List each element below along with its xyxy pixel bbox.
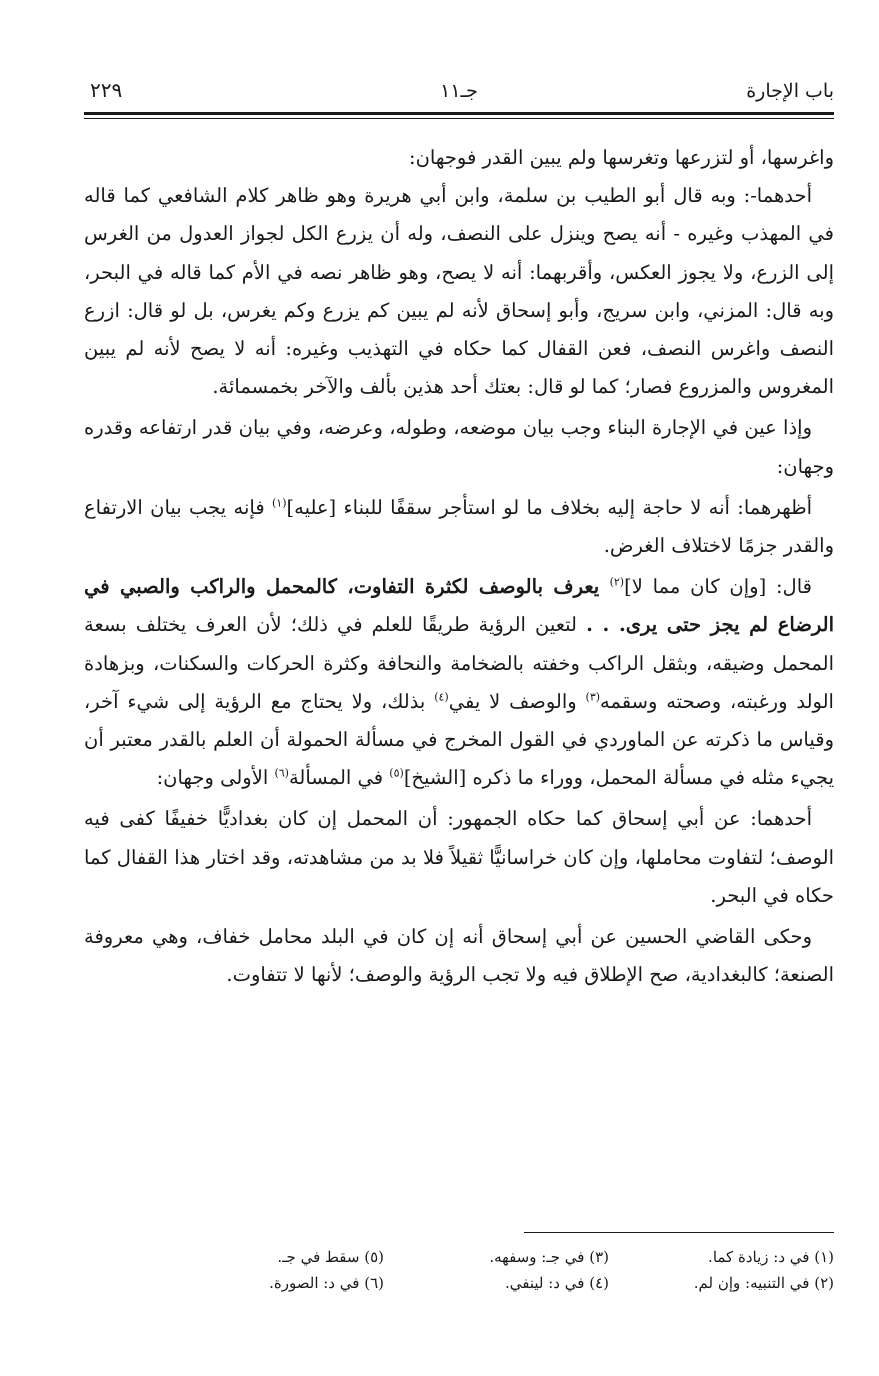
footnote-number: (١) bbox=[814, 1248, 834, 1266]
paragraph-4-text-a: أظهرهما: أنه لا حاجة إليه بخلاف ما لو استأجر سقفًا للبناء [عليه] bbox=[286, 495, 813, 519]
footnote-text: في التنبيه: وإن لم. bbox=[693, 1274, 810, 1292]
footnote-6 bbox=[159, 1270, 384, 1296]
header-rule-thin bbox=[84, 118, 834, 119]
paragraph-5 bbox=[84, 568, 834, 797]
footnote-ref-6: (٦) bbox=[274, 766, 289, 780]
book-page bbox=[84, 70, 834, 1340]
footnote-number: (٤) bbox=[589, 1274, 609, 1292]
footnote-ref-5: (٥) bbox=[389, 766, 404, 780]
paragraph-4 bbox=[84, 489, 834, 565]
footnote-row-2 bbox=[144, 1270, 834, 1296]
matn-quote: يعرف بالوصف لكثرة التفاوت، كالمحمل والراكب والصبي في الرضاع لم يجز حتى يرى. . . bbox=[84, 575, 834, 637]
paragraph-2: أحدهما-: وبه قال أبو الطيب بن سلمة، وابن أبي هريرة وهو ظاهر كلام الشافعي كما قاله في المهذب وغيره - أنه يصح وينزل على النصف، وله أن يزرع الكل لجواز العدول من الغرس إلى الزرع، ولا يجوز العكس، وأقربهما: أنه لا يصح، وهو ظاهر نصه في الأم كما قاله في البحر، وبه قال: المزني، وابن سريج، وأبو إسحاق لأنه لم يبين كم يزرع وكم يغرس، بل لو قال: ازرع النصف واغرس النصف، فعن القفال كما حكاه في التهذيب وغيره: أنه لا يصح لأنه لم يبين المغروس والمزروع فصار؛ كما لو قال: بعتك أحد هذين بألف والآخر بخمسمائة. bbox=[84, 184, 834, 399]
footnote-ref-2: (٢) bbox=[609, 575, 625, 589]
paragraph-1: واغرسها، أو لتزرعها وتغرسها ولم يبين القدر فوجهان: bbox=[409, 146, 834, 169]
header-rule-thick bbox=[84, 112, 834, 115]
volume-label: جـ١١ bbox=[440, 80, 478, 102]
footnote-text: في د: لينفي. bbox=[505, 1274, 585, 1292]
chapter-title: باب الإجارة bbox=[746, 80, 834, 102]
footnote-1 bbox=[609, 1244, 834, 1270]
footnote-text: في د: الصورة. bbox=[269, 1274, 360, 1292]
paragraph-5-text-c: والوصف لا يفي bbox=[448, 689, 586, 713]
footnote-ref-4: (٤) bbox=[434, 690, 449, 704]
footnote-3 bbox=[384, 1244, 609, 1270]
paragraph-5-text-b: لتعين الرؤية طريقًا للعلم في ذلك؛ لأن العرف يختلف بسعة المحمل وضيقه، وبثقل الراكب وخفته بالضخامة والنحافة وكثرة الحركات والسكنات، وبزهادة الولد ورغبته، وصحته وسقمه bbox=[84, 613, 834, 713]
footnotes bbox=[144, 1244, 834, 1296]
footnote-number: (٣) bbox=[589, 1248, 609, 1266]
page-number: ٢٢٩ bbox=[90, 78, 123, 102]
footnote-number: (٦) bbox=[364, 1274, 384, 1292]
footnote-number: (٢) bbox=[814, 1274, 834, 1292]
paragraph-7: وحكى القاضي الحسين عن أبي إسحاق أنه إن كان في البلد محامل خفاف، وهي معروفة الصنعة؛ كالبغدادية، صح الإطلاق فيه ولا تجب الرؤية والوصف؛ لأنها لا تتفاوت. bbox=[84, 925, 834, 987]
footnote-5 bbox=[159, 1244, 384, 1270]
paragraph-4-text-b: فإنه يجب بيان الارتفاع والقدر جزمًا لاختلاف الغرض. bbox=[84, 495, 834, 558]
footnote-row-1 bbox=[144, 1244, 834, 1270]
paragraph-5-text-e: في المسألة bbox=[288, 766, 390, 790]
footnote-rule bbox=[524, 1232, 834, 1233]
paragraph-5-text-f: الأولى وجهان: bbox=[156, 766, 275, 790]
footnote-number: (٥) bbox=[364, 1248, 384, 1266]
footnote-2 bbox=[609, 1270, 834, 1296]
footnote-text: سقط في جـ. bbox=[277, 1248, 360, 1266]
paragraph-3: وإذا عين في الإجارة البناء وجب بيان موضعه، وطوله، وعرضه، وفي بيان قدر ارتفاعه وقدره وجهان: bbox=[84, 416, 834, 478]
running-header bbox=[84, 70, 834, 112]
footnote-4 bbox=[384, 1270, 609, 1296]
paragraph-6: أحدهما: عن أبي إسحاق كما حكاه الجمهور: أن المحمل إن كان بغداديًّا خفيفًا كفى فيه الوصف؛ لتفاوت محاملها، وإن كان خراسانيًّا ثقيلاً فلا بد من مشاهدته، وقد اختار هذا القفال كما حكاه في البحر. bbox=[84, 807, 834, 907]
paragraph-5-text-a: قال: [وإن كان مما لا] bbox=[624, 575, 812, 599]
footnote-text: في جـ: وسفهه. bbox=[489, 1248, 585, 1266]
footnote-ref-3: (٣) bbox=[585, 690, 601, 704]
main-text bbox=[84, 139, 834, 994]
paragraph-5-text-d: بذلك، ولا يحتاج مع الرؤية إلى شيء آخر، وقياس ما ذكرته عن الماوردي في القول المخرج في مسألة الحمولة أن العلم بالقدر معتبر أن يجيء مثله في مسألة المحمل، ووراء ما ذكره [الشيخ] bbox=[84, 689, 834, 790]
footnote-ref-1: (١) bbox=[272, 496, 287, 510]
footnote-text: في د: زيادة كما. bbox=[708, 1248, 810, 1266]
